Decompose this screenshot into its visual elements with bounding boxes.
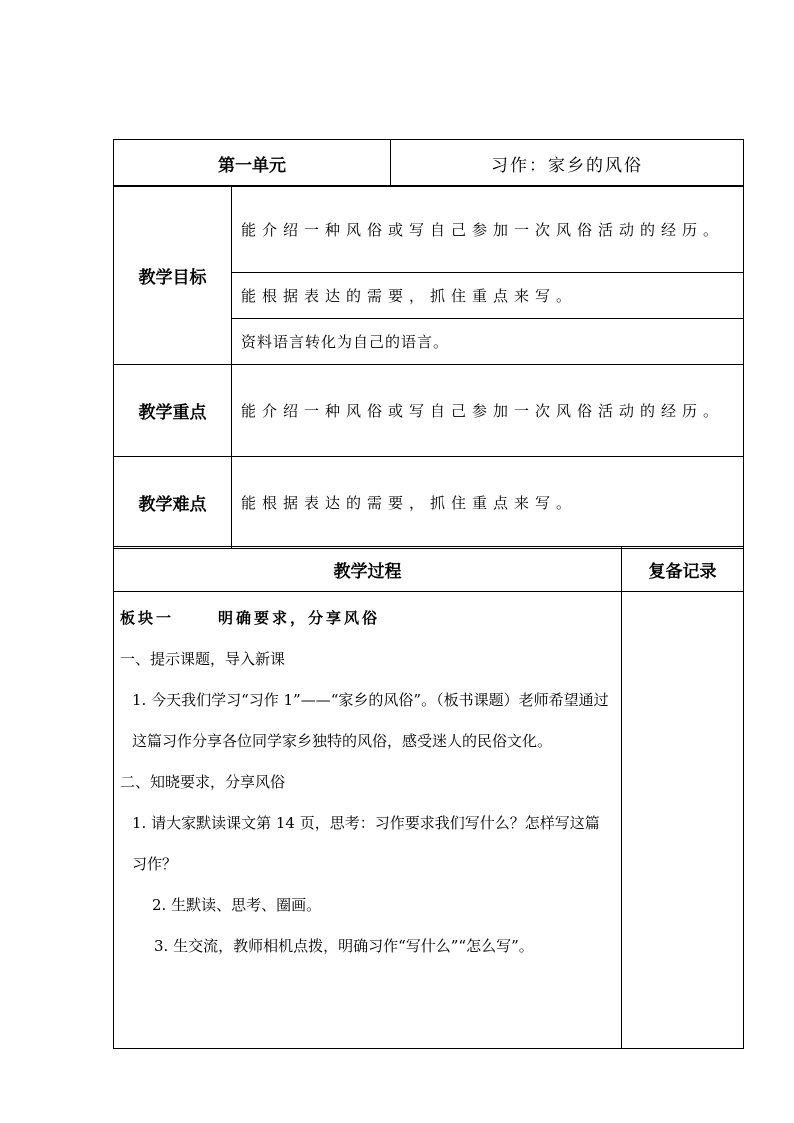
step-2-2: 2. 生默读、思考、圈画。 — [152, 896, 322, 914]
objective-item-1: 能介绍一种风俗或写自己参加一次风俗活动的经历。 — [232, 186, 744, 273]
block-label: 板块一 — [120, 609, 175, 627]
step-2-3: 3. 生交流，教师相机点拨，明确习作“写什么”“怎么写”。 — [154, 937, 534, 955]
section-heading-1: 一、提示课题，导入新课 — [120, 650, 286, 668]
objectives-label: 教学目标 — [114, 186, 232, 365]
lesson-header-table — [113, 139, 744, 187]
block-heading — [120, 598, 613, 639]
key-points-text: 能介绍一种风俗或写自己参加一次风俗活动的经历。 — [232, 365, 744, 457]
difficulties-text: 能根据表达的需要，抓住重点来写。 — [232, 457, 744, 549]
section-heading-2: 二、知晓要求，分享风俗 — [120, 773, 286, 791]
key-points-label: 教学重点 — [114, 365, 232, 457]
block-title: 明确要求，分享风俗 — [218, 609, 381, 627]
unit-label: 第一单元 — [114, 140, 391, 187]
lesson-info-table — [113, 185, 744, 549]
notes-header: 复备记录 — [622, 547, 744, 592]
process-header: 教学过程 — [114, 547, 622, 592]
objective-item-3: 资料语言转化为自己的语言。 — [232, 319, 744, 365]
step-1-1: 1. 今天我们学习“习作 1”——“家乡的风俗”。（板书课题）老师希望通过这篇习作分享各位同学家乡独特的风俗，感受迷人的民俗文化。 — [132, 691, 609, 750]
difficulties-label: 教学难点 — [114, 457, 232, 549]
process-content — [114, 592, 622, 1049]
lesson-title: 习作：家乡的风俗 — [391, 140, 744, 187]
teaching-process-table — [113, 546, 744, 1049]
objective-item-2: 能根据表达的需要，抓住重点来写。 — [232, 273, 744, 319]
notes-cell — [622, 592, 744, 1049]
step-2-1: 1. 请大家默读课文第 14 页，思考：习作要求我们写什么？怎样写这篇习作？ — [132, 814, 600, 873]
